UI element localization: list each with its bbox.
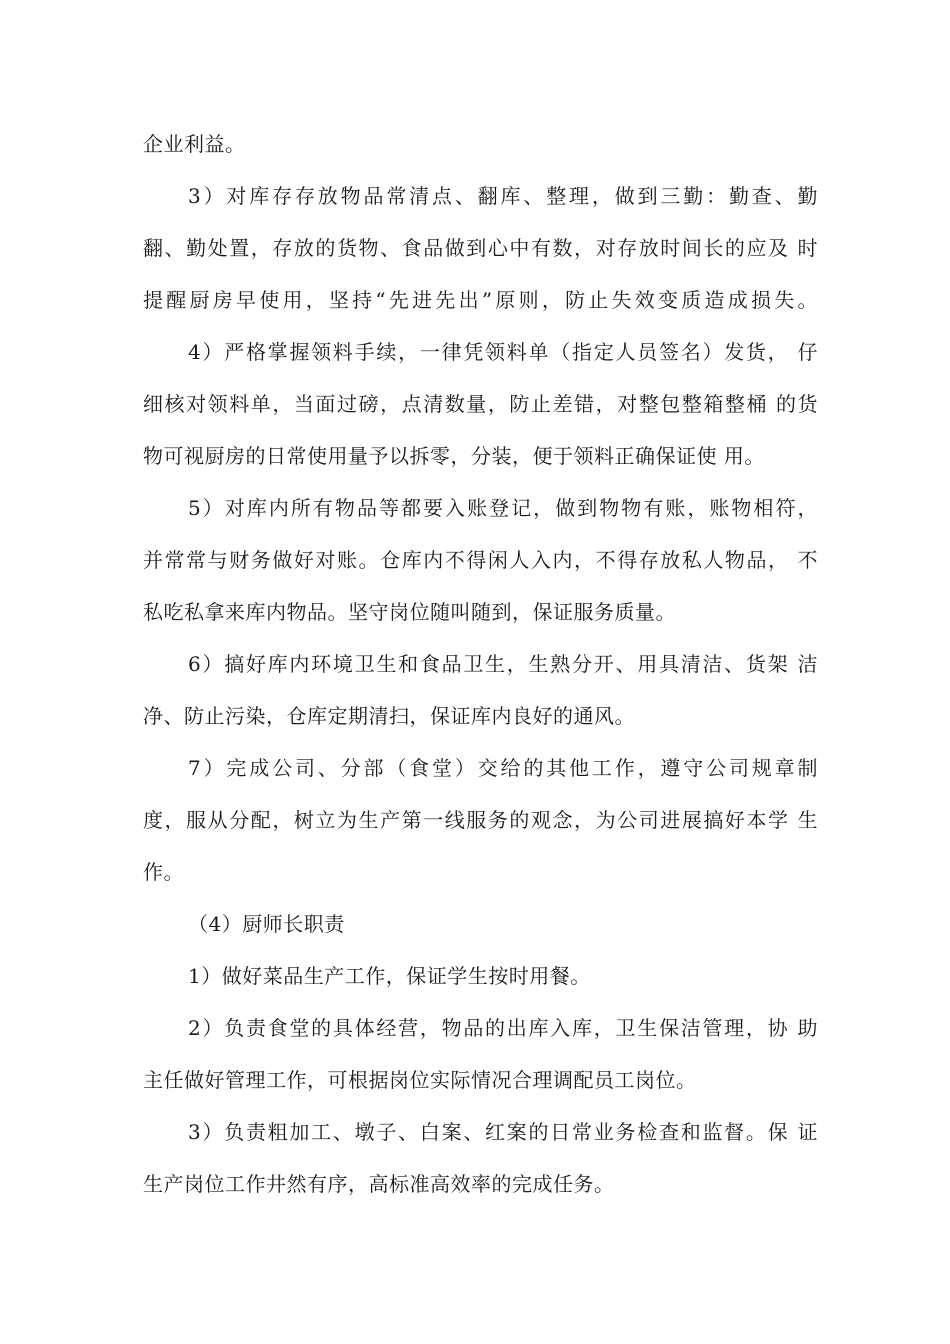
text-line: 细核对领料单，当面过磅，点清数量，防止差错，对整包整箱整桶 的货 (143, 392, 818, 416)
text-line: 作。 (143, 860, 184, 884)
text-line: 主任做好管理工作，可根据岗位实际情况合理调配员工岗位。 (143, 1068, 697, 1092)
text-line: 6）搞好库内环境卫生和食品卫生，生熟分开、用具清洁、货架 洁 (188, 652, 818, 676)
text-line: 5）对库内所有物品等都要入账登记，做到物物有账，账物相符， (188, 496, 818, 520)
text-line: 翻、勤处置，存放的货物、食品做到心中有数，对存放时间长的应及 时 (143, 236, 818, 260)
text-line: 企业利益。 (143, 132, 246, 156)
text-line: 提醒厨房早使用，坚持“先进先出”原则，防止失效变质造成损失。 (143, 288, 818, 312)
text-line: 私吃私拿来库内物品。坚守岗位随叫随到，保证服务质量。 (143, 600, 676, 624)
text-line: 3）负责粗加工、墩子、白案、红案的日常业务检查和监督。保 证 (188, 1120, 818, 1144)
text-line: 并常常与财务做好对账。仓库内不得闲人入内，不得存放私人物品， 不 (143, 548, 818, 572)
text-line: 净、防止污染，仓库定期清扫，保证库内良好的通风。 (143, 704, 635, 728)
text-line: 度，服从分配，树立为生产第一线服务的观念，为公司进展搞好本学 生 (143, 808, 818, 832)
text-line: 4）严格掌握领料手续，一律凭领料单（指定人员签名）发货， 仔 (188, 340, 818, 364)
section-heading: （4）厨师长职责 (188, 912, 345, 936)
text-line: 物可视厨房的日常使用量予以拆零，分装，便于领料正确保证使 用。 (143, 444, 765, 468)
text-line: 3）对库存存放物品常清点、翻库、整理，做到三勤：勤查、勤 (188, 184, 818, 208)
text-line: 2）负责食堂的具体经营，物品的出库入库，卫生保洁管理，协 助 (188, 1016, 818, 1040)
text-line: 1）做好菜品生产工作，保证学生按时用餐。 (188, 964, 591, 988)
text-line: 生产岗位工作井然有序，高标准高效率的完成任务。 (143, 1172, 615, 1196)
text-line: 7）完成公司、分部（食堂）交给的其他工作，遵守公司规章制 (188, 756, 818, 780)
